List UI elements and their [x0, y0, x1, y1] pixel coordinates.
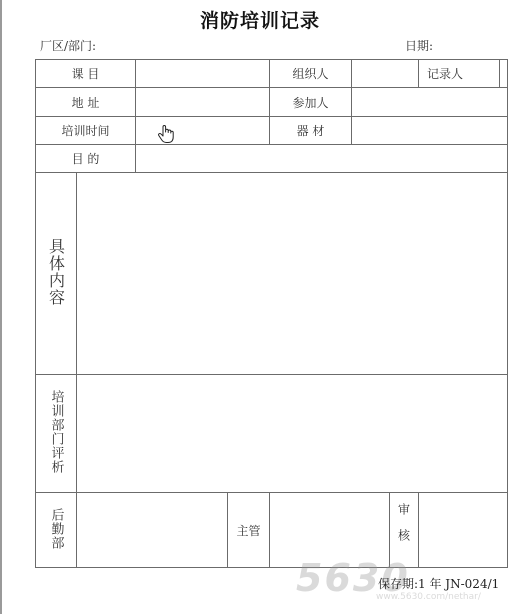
evaluation-label	[36, 375, 77, 493]
evaluation-field[interactable]	[77, 375, 508, 493]
watermark-url: www.5630.com/nethar/	[376, 592, 481, 602]
equipment-field[interactable]	[352, 117, 508, 145]
retention-footer: 保存期:1 年 JN-024/1	[378, 577, 500, 591]
review-field[interactable]	[419, 493, 508, 568]
supervisor-label: 主管	[228, 493, 270, 568]
left-page-edge	[0, 0, 2, 614]
logistics-field[interactable]	[77, 493, 228, 568]
evaluation-label-text: 培训部门评析	[48, 390, 64, 474]
purpose-label: 目 的	[36, 145, 136, 173]
recorder-field[interactable]	[500, 60, 508, 88]
training-record-table	[35, 59, 508, 568]
content-field[interactable]	[77, 173, 508, 375]
hand-cursor-icon	[157, 124, 175, 144]
content-label	[36, 173, 77, 375]
logistics-label-text: 后勤部	[48, 507, 64, 550]
address-field[interactable]	[136, 88, 270, 117]
review-label-text: 审核	[396, 502, 411, 555]
watermark-logo: 5630	[296, 556, 410, 600]
participants-field[interactable]	[352, 88, 508, 117]
date-label: 日期:	[405, 39, 434, 53]
recorder-label: 记录人	[419, 60, 500, 88]
equipment-label: 器 材	[270, 117, 352, 145]
organizer-label: 组织人	[270, 60, 352, 88]
department-label: 厂区/部门:	[40, 39, 97, 53]
address-label: 地 址	[36, 88, 136, 117]
logistics-label	[36, 493, 77, 568]
organizer-field[interactable]	[352, 60, 419, 88]
content-label-text: 具体内容	[46, 238, 66, 306]
training-time-label: 培训时间	[36, 117, 136, 145]
course-label: 课 目	[36, 60, 136, 88]
purpose-field[interactable]	[136, 145, 508, 173]
participants-label: 参加人	[270, 88, 352, 117]
training-time-field[interactable]	[136, 117, 270, 145]
form-title: 消防培训记录	[199, 10, 320, 32]
course-field[interactable]	[136, 60, 270, 88]
